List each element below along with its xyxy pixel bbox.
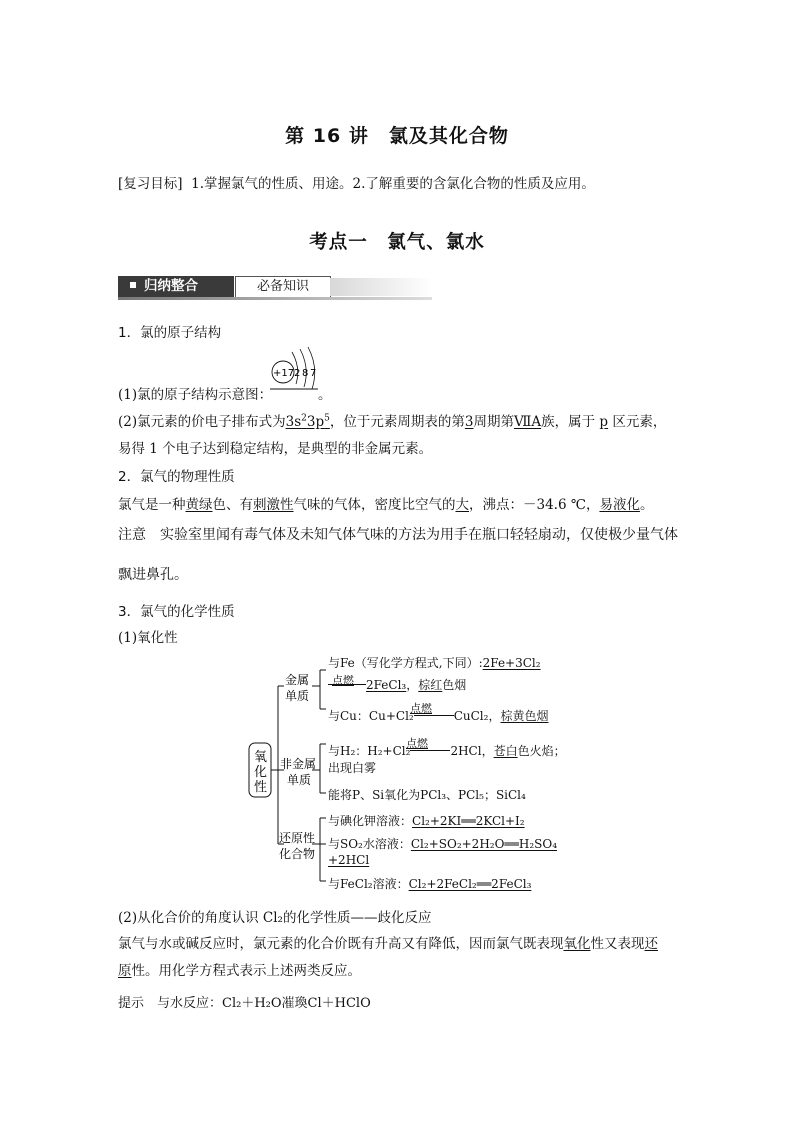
note-line-1: 注意 实验室里闻有毒气体及未知气体气味的方法为用手在瓶口轻轻扇动，仅使极少量气体 <box>118 527 678 543</box>
page-title: 第 16 讲 氯及其化合物 <box>285 125 509 147</box>
fe-condition: 点燃 <box>332 674 354 687</box>
answer-oxidizing: 氧化 <box>563 936 591 952</box>
atom-label: (1)氯的原子结构示意图： <box>118 387 273 403</box>
h2-condition: 点燃 <box>406 737 428 750</box>
square-icon <box>130 282 136 288</box>
so2-equation: Cl₂+SO₂+2H₂O══H₂SO₄ <box>410 837 558 851</box>
banner-left <box>118 276 234 297</box>
so2-line: 与SO₂水溶液：Cl₂+SO₂+2H₂O══H₂SO₄ <box>328 837 558 851</box>
fecl2-equation: Cl₂+2FeCl₂══2FeCl₃ <box>408 877 532 891</box>
valence-line-2: 易得 1 个电子达到稳定结构，是典型的非金属元素。 <box>118 441 433 457</box>
block-value: p <box>599 414 609 430</box>
chlorine-color: 黄绿 <box>185 497 213 513</box>
cu-line: 与Cu：Cu+Cl₂ CuCl₂，棕黄色烟 <box>328 709 549 723</box>
root-char-1: 氧 <box>254 750 268 765</box>
section-banner <box>118 276 432 300</box>
atom-nucleus: +17 <box>273 368 295 379</box>
group-value: ⅦA <box>513 414 542 430</box>
physical-properties-text: 氯气是一种黄绿色、有刺激性气味的气体，密度比空气的大，沸点：－34.6 ℃，易液化。 <box>118 497 654 513</box>
chlorine-smell: 刺激性 <box>253 497 294 513</box>
h2-flame-color: 苍白 <box>493 744 518 758</box>
group-reducing-2: 化合物 <box>279 847 316 861</box>
so2-line-2 <box>328 853 369 867</box>
group-metal-1: 金属 <box>285 673 310 687</box>
fe-line-2: 2FeCl₃，棕红色烟 <box>328 676 466 693</box>
group-nonmetal-1: 非金属 <box>280 757 317 771</box>
shell-1: 2 <box>294 368 301 379</box>
banner-left-label: 归纳整合 <box>144 278 198 294</box>
chlorine-density: 大 <box>455 497 469 513</box>
fecl2-line: 与FeCl₂溶液：Cl₂+2FeCl₂══2FeCl₃ <box>328 877 532 891</box>
review-goals <box>118 172 595 192</box>
disproportionation-text-2: 原性。用化学方程式表示上述两类反应。 <box>118 963 361 979</box>
banner-gradient <box>330 278 432 296</box>
oxidizing-subheading: (1)氧化性 <box>118 630 178 646</box>
review-text: 1.掌握氯气的性质、用途。2.了解重要的含氯化合物的性质及应用。 <box>191 176 595 192</box>
h2-line-2: 出现白雾 <box>328 761 377 775</box>
banner-right: 必备知识 <box>235 276 331 298</box>
fe-line-1: 与Fe（写化学方程式,下同）:2Fe+3Cl₂ <box>328 656 541 670</box>
fe-smoke-color: 棕红 <box>418 678 443 692</box>
root-char-2: 化 <box>254 765 268 780</box>
ki-line: 与碘化钾溶液：Cl₂+2KI══2KCl+I₂ <box>328 814 525 828</box>
h2-line-1: 与H₂：H₂+Cl₂ 2HCl，苍白色火焰； <box>328 744 566 758</box>
cu-condition: 点燃 <box>410 702 432 715</box>
valence-config: $3s^23p^5$ <box>285 413 330 430</box>
atom-label-end: 。 <box>318 387 332 403</box>
cu-smoke-color: 棕黄色烟 <box>500 709 549 723</box>
banner-underline <box>118 297 432 300</box>
hint-line: 提示 与水反应：Cl₂＋H₂O凗瑍Cl＋HClO <box>118 996 371 1011</box>
p-si-line: 能将P、Si氧化为PCl₃、PCl₅；SiCl₄ <box>328 788 526 802</box>
fe-equation-part1: 2Fe+3Cl₂ <box>482 656 541 670</box>
shell-2: 8 <box>302 368 309 379</box>
so2-equation-end: +2HCl <box>328 853 370 867</box>
disproportionation-text-1: 氯气与水或碱反应时，氯元素的化合价既有升高又有降低，因而氯气既表现氧化性又表现还 <box>118 936 658 952</box>
root-char-3: 性 <box>254 780 268 795</box>
heading-physical-properties: 2．氯气的物理性质 <box>118 469 235 485</box>
ki-equation: Cl₂+2KI══2KCl+I₂ <box>412 814 525 828</box>
answer-reducing-2: 原 <box>118 963 132 979</box>
group-metal-2: 单质 <box>285 689 310 703</box>
heading-atomic-structure: 1．氯的原子结构 <box>118 325 222 341</box>
period-value: 3 <box>464 414 474 430</box>
group-reducing-1: 还原性 <box>279 831 316 845</box>
valence-line-1: (2)氯元素的价电子排布式为$3s^23p^5$，位于元素周期表的第3周期第ⅦA族，属于 p 区元素， <box>118 413 667 430</box>
disproportionation-subheading: (2)从化合价的角度认识 Cl₂的化学性质——歧化反应 <box>118 910 432 926</box>
group-nonmetal-2: 单质 <box>287 773 312 787</box>
review-tag: [复习目标] <box>118 176 183 192</box>
answer-reducing-1: 还 <box>644 936 658 952</box>
fe-equation-part2: 2FeCl₃ <box>366 678 407 692</box>
chlorine-liquefy: 易液化 <box>599 497 640 513</box>
heading-chemical-properties: 3．氯气的化学性质 <box>118 604 235 620</box>
note-line-2: 飘进鼻孔。 <box>118 567 188 583</box>
shell-3: 7 <box>310 368 317 379</box>
section-title: 考点一 氯气、氯水 <box>309 232 485 253</box>
